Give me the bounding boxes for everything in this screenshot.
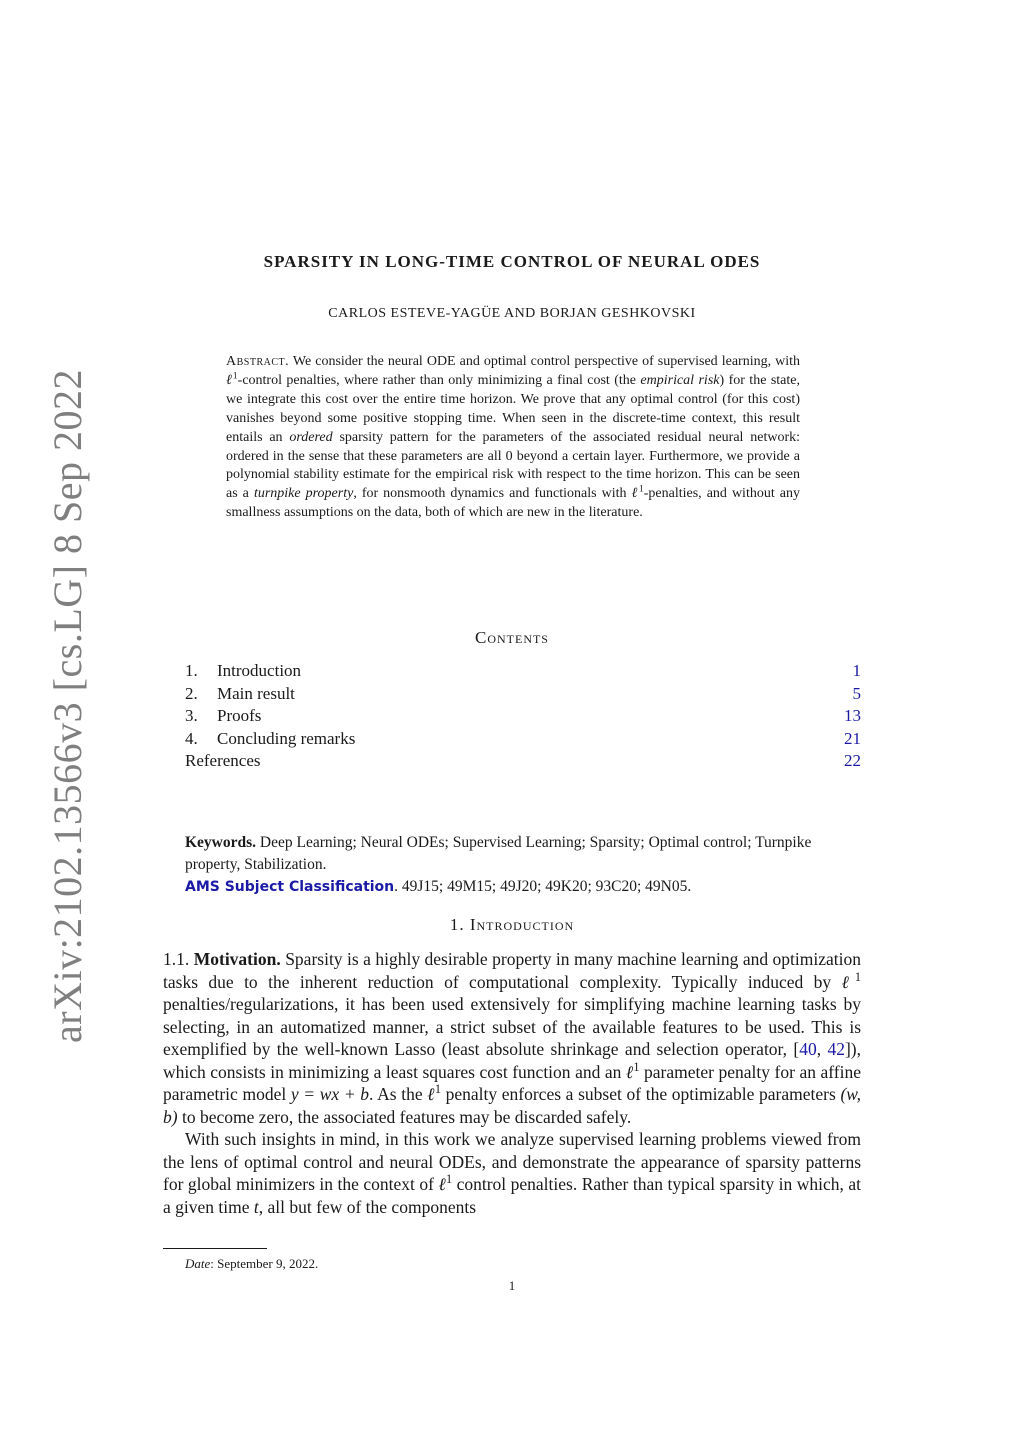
footnote-date: Date: September 9, 2022. xyxy=(185,1256,319,1271)
intro-body xyxy=(163,948,861,1218)
toc-item-introduction[interactable]: 1. Introduction 1 xyxy=(185,660,861,683)
abstract: Abstract. We consider the neural ODE and optimal control perspective of supervised learning, with ℓ$^1$-control penalties, where rather than only minimizing a final cost (the empirical risk) for the state, we integrate this cost over the entire time horizon. We prove that any optimal control (for this cost) vanishes beyond some positive stopping time. When seen in the discrete-time context, this result entails an ordered sparsity pattern for the parameters of the associated residual neural network: ordered in the sense that these parameters are all 0 beyond a certain layer. Furthermore, we provide a polynomial stability estimate for the empirical risk with respect to the time horizon. This can be seen as a turnpike property, for nonsmooth dynamics and functionals with ℓ$^1$-penalties, and without any smallness assumptions on the data, both of which are new in the literature. xyxy=(226,354,800,521)
footnote-rule xyxy=(163,1248,267,1249)
paragraph-motivation: 1.1. Motivation. Sparsity is a highly desirable property in many machine learning and optimization tasks due to the inherent reduction of computational complexity. Typically induced by ℓ$^1$ penalties/regularizations, it has been used extensively for simplifying machine learning tasks by selecting, in an automatized manner, a strict subset of the available features to be used. This is exemplified by the well-known Lasso (least absolute shrinkage and selection operator, [40, 42]), which consists in minimizing a least squares cost function and an ℓ$^1$ parameter penalty for an affine parametric model y = wx + b. As the ℓ$^1$ penalty enforces a subset of the optimizable parameters (w, b) to become zero, the associated features may be discarded safely. xyxy=(163,949,862,1127)
toc-item-proofs[interactable]: 3. Proofs 13 xyxy=(185,705,861,728)
ams-link[interactable]: AMS Subject Classification xyxy=(185,879,395,895)
abstract-label: Abstract. xyxy=(226,354,290,369)
page-number: 1 xyxy=(508,1278,516,1293)
toc-item-references[interactable]: References 22 xyxy=(185,750,861,773)
table-of-contents xyxy=(185,660,861,773)
section-heading-introduction: 1. Introduction xyxy=(449,915,575,934)
ams-line: AMS Subject Classification. 49J15; 49M15; 49J20; 49K20; 93C20; 49N05. xyxy=(185,878,692,895)
toc-page-link[interactable]: 22 xyxy=(844,751,861,770)
toc-page-link[interactable]: 1 xyxy=(852,661,861,680)
keywords-block xyxy=(185,832,861,898)
toc-item-main-result[interactable]: 2. Main result 5 xyxy=(185,683,861,706)
citation-link[interactable]: 40 xyxy=(799,1039,817,1059)
paragraph-insights: With such insights in mind, in this work we analyze supervised learning problems viewed from the lens of optimal control and neural ODEs, and demonstrate the appearance of sparsity patterns for global minimizers in the context of ℓ$^1$ control penalties. Rather than typical sparsity in which, at a given time t, all but few of the components xyxy=(163,1129,861,1217)
toc-page-link[interactable]: 21 xyxy=(844,728,861,748)
citation-link[interactable]: 42 xyxy=(827,1039,845,1059)
paper-authors: CARLOS ESTEVE-YAGÜE AND BORJAN GESHKOVSKI xyxy=(328,306,696,321)
toc-page-link[interactable]: 5 xyxy=(852,683,861,703)
toc-page-link[interactable]: 13 xyxy=(844,706,861,725)
toc-item-concluding-remarks[interactable]: 4. Concluding remarks 21 xyxy=(185,728,861,751)
paper-title: SPARSITY IN LONG-TIME CONTROL OF NEURAL ODES xyxy=(263,252,761,271)
keywords-line: Keywords. Deep Learning; Neural ODEs; Supervised Learning; Sparsity; Optimal control; Turnpike property, Stabilization. xyxy=(185,834,812,873)
arxiv-stamp: arXiv:2102.13566v3 [cs.LG] 8 Sep 2022 xyxy=(45,369,90,1043)
contents-heading: Contents xyxy=(474,628,549,647)
